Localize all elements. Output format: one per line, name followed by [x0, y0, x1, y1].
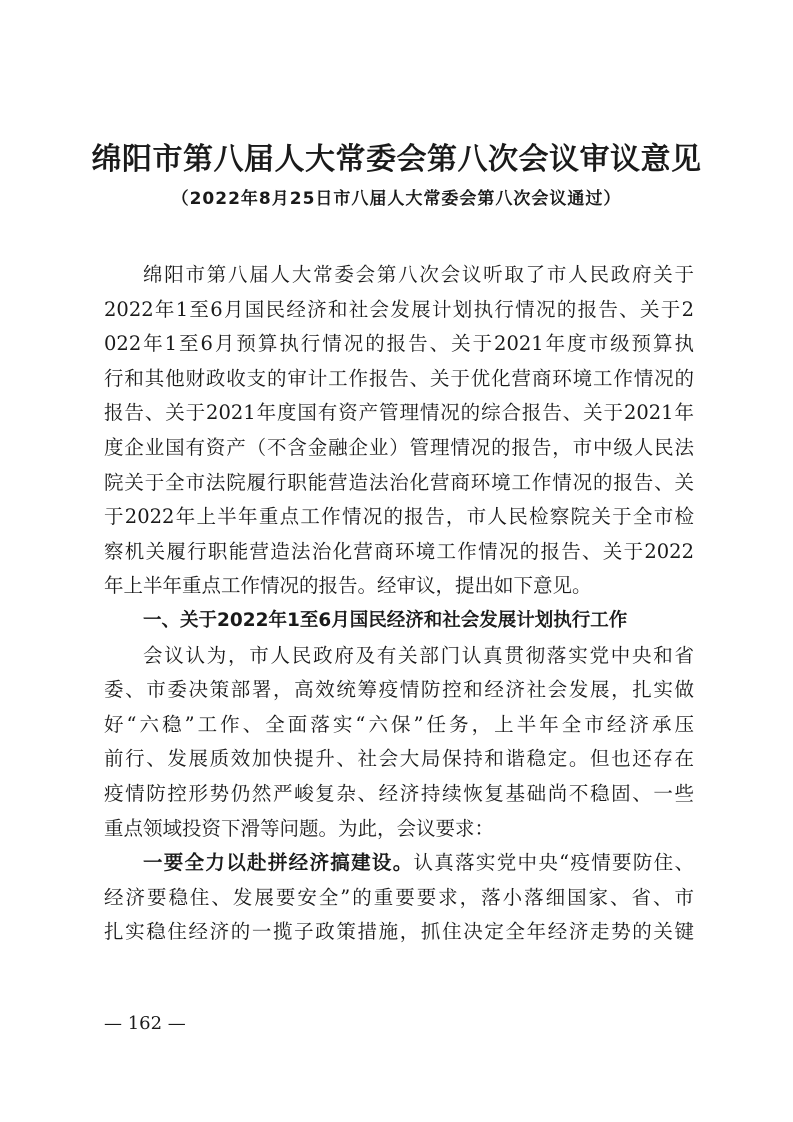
body-line: 经济要稳住、发展要安全”的重要要求，落小落细国家、省、市 [104, 885, 694, 909]
body-line: 委、市委决策部署，高效统筹疫情防控和经济社会发展，扎实做 [104, 678, 694, 702]
body-line: 前行、发展质效加快提升、社会大局保持和谐稳定。但也还存在 [104, 747, 694, 771]
body-line: 度企业国有资产（不含金融企业）管理情况的报告，市中级人民法 [104, 435, 694, 459]
page-number: — 162 — [104, 1013, 186, 1034]
body-line: 022年1至6月预算执行情况的报告、关于2021年度市级预算执 [104, 332, 694, 356]
point-lead: 一要全力以赴拼经济搞建设。 [143, 851, 414, 875]
body-line: 绵阳市第八届人大常委会第八次会议听取了市人民政府关于 [143, 263, 694, 286]
body-line: 报告、关于2021年度国有资产管理情况的综合报告、关于2021年 [104, 401, 694, 425]
document-subtitle: （2022年8月25日市八届人大常委会第八次会议通过） [171, 189, 622, 209]
body-line: 重点领域投资下滑等问题。为此，会议要求： [104, 816, 495, 840]
body-line: 扎实稳住经济的一揽子政策措施，抓住决定全年经济走势的关键 [104, 920, 694, 944]
body-line: 察机关履行职能营造法治化营商环境工作情况的报告、关于2022 [104, 539, 694, 563]
body-line: 好“六稳”工作、全面落实“六保”任务，上半年全市经济承压 [104, 712, 694, 736]
body-line: 于2022年上半年重点工作情况的报告，市人民检察院关于全市检 [104, 505, 694, 529]
point-text: 认真落实党中央“疫情要防住、 [413, 851, 694, 875]
body-line: 院关于全市法院履行职能营造法治化营商环境工作情况的报告、关 [104, 470, 694, 494]
document-title: 绵阳市第八届人大常委会第八次会议审议意见 [91, 142, 702, 177]
body-line: 年上半年重点工作情况的报告。经审议，提出如下意见。 [104, 574, 592, 598]
body-line: 疫情防控形势仍然严峻复杂、经济持续恢复基础尚不稳固、一些 [104, 781, 694, 805]
section-heading: 一、关于2022年1至6月国民经济和社会发展计划执行工作 [143, 609, 628, 631]
point-line [104, 846, 694, 881]
body-line: 2022年1至6月国民经济和社会发展计划执行情况的报告、关于2 [104, 297, 694, 321]
document-body [104, 258, 694, 950]
body-line: 会议认为，市人民政府及有关部门认真贯彻落实党中央和省 [143, 643, 694, 667]
body-line: 行和其他财政收支的审计工作报告、关于优化营商环境工作情况的 [104, 366, 694, 390]
